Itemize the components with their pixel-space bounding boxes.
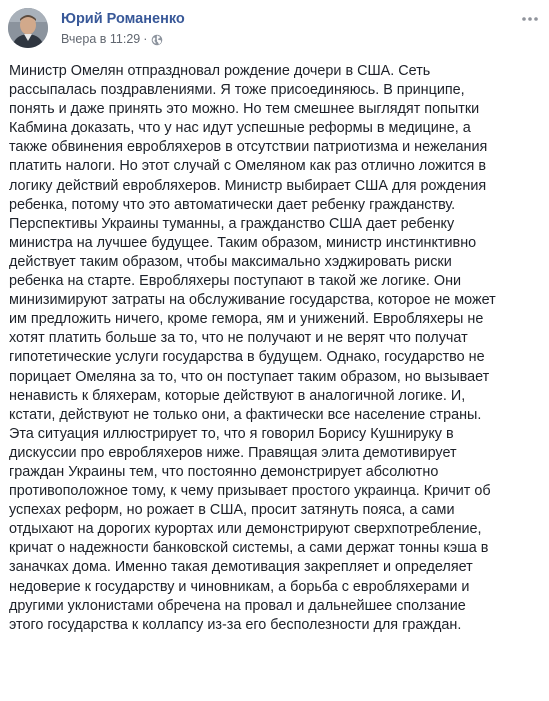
post-meta [61,32,163,46]
post-body-text [9,62,540,635]
post-text-line: кричат о надежности банковской системы, а сами держат тонны кэша в [9,540,489,557]
meta-separator: · [143,32,148,46]
post-text-line: кстати, действуют не только они, а фактически все население страны. [9,406,482,423]
post-text-line: Эта ситуация иллюстрирует то, что я говорил Борису Кушнируку в [9,425,454,442]
more-options-icon[interactable] [521,14,539,24]
post-text-line: противоположное тому, к чему призывает простого украинца. Кричит об [9,483,491,500]
post-text-line: Министр Омелян отпраздновал рождение дочери в США. Сеть [9,63,431,79]
post-text-line: логику действий евробляхеров. Министр выбирает США для рождения [9,177,487,194]
post-text-line: гипотетические услуги государства в будущем. Однако, государство не [9,349,485,366]
post-text-line: платить налоги. Но этот случай с Омеляном как раз отлично ложится в [9,158,486,175]
post-text-line: недоверие к государству и чиновникам, а борьба с евробляхерами и [9,578,470,595]
post-text-line: Кабмина доказать, что у нас идут успешные реформы в медицине, а [9,120,471,137]
post-text-line: ребенка на старте. Евробляхеры поступают в такой же логике. Они [9,273,462,290]
author-avatar[interactable] [8,8,48,48]
post-text-line: ребенка, потому что это автоматически дает ребенку гражданству. [9,196,456,213]
post-text-line: им предложить ничего, кроме гемора, ям и унижений. Евробляхеры не [9,311,484,328]
post-timestamp[interactable]: Вчера в 11:29 [61,32,141,46]
post-text-line: минизимируют затраты на обслуживание государства, которое не может [9,292,496,309]
avatar-photo [8,8,48,48]
post-text-line: отдыхают на дорогих курортах или демонстрируют сверхпотребление, [9,521,482,538]
post-text-line: также обвинения евробляхеров в отсутствии патриотизма и нежелания [9,139,488,156]
post-text-line: порицает Омеляна за то, что он поступает таким образом, но вызывает [9,368,490,385]
post-text-line: этого государства к коллапсу из-за его бесполезности для граждан. [9,616,462,633]
post-text-line: рассыпалась поздравлениями. Я тоже присоединяюсь. В принципе, [9,82,465,99]
post-text-line: министра на лучшее будущее. Таким образом, министр инстинктивно [9,234,477,251]
post-text-line: заначках дома. Именно такая демотивация закрепляет и определяет [9,559,473,576]
post-text-line: другими уклонистами обречена на провал и дальнейшее сползание [9,597,466,614]
author-name-link[interactable]: Юрий Романенко [61,11,185,27]
post-text-line: ненависть к бляхерам, которые действуют в аналогичной логике. И, [9,387,466,404]
post-text-line: граждан Украины тем, что постоянно демонстрирует абсолютно [9,463,439,480]
post-text-line: Перспективы Украины туманны, а гражданство США дает ребенку [9,215,455,232]
post-text-line: дискуссии про евробляхеров ниже. Правящая элита демотивирует [9,444,457,461]
post-text-line: действует таким образом, чтобы максимально хэджировать риски [9,253,452,270]
post-text-line: хотят платить больше за то, что не получают и не верят что получат [9,330,468,347]
post-text-line: успехах реформ, но рожает в США, просит затянуть пояса, а сами [9,502,455,519]
post-text-line: понять и даже принять это можно. Но тем смешнее выглядят попытки [9,101,480,118]
post-header [8,8,541,50]
globe-icon[interactable] [151,34,163,46]
